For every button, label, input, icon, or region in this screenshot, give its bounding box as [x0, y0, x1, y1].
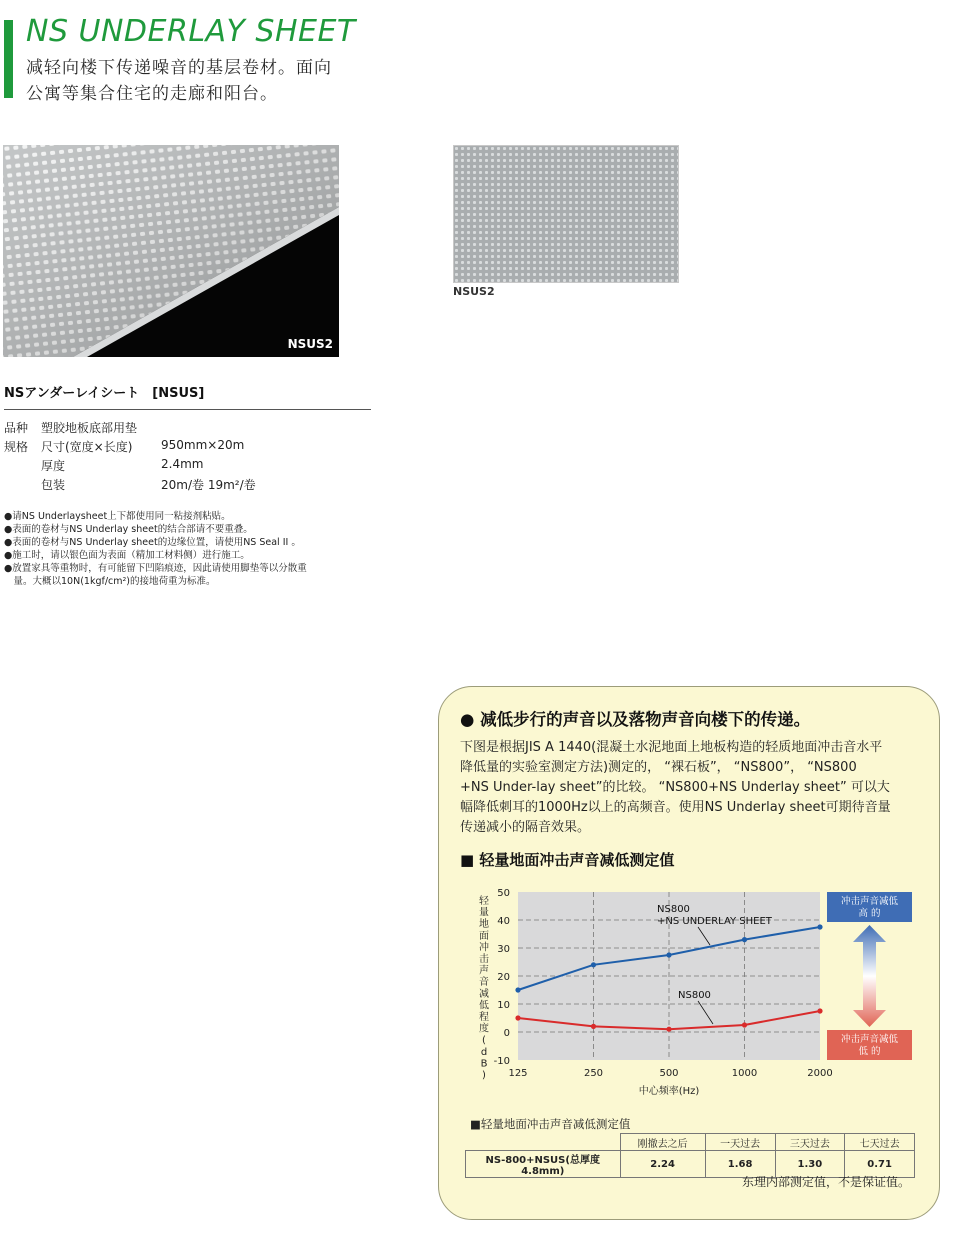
x-tick-label: 500	[659, 1068, 679, 1079]
spec-row-label: 厚度	[41, 459, 66, 473]
y-tick-label: 20	[497, 972, 510, 983]
noise-reduction-chart	[470, 880, 920, 1112]
chart-heading: ■ 轻量地面冲击声音减低测定值	[460, 851, 675, 869]
table-header-row	[466, 1134, 915, 1151]
usage-note: ●表面的卷材与NS Underlay sheet的结合部请不要重叠。	[4, 524, 253, 535]
y-axis-label: )	[482, 1070, 486, 1081]
y-axis-label: 轻	[479, 896, 489, 907]
photo-tag: NSUS2	[287, 337, 333, 351]
y-tick-label: 10	[497, 1000, 510, 1011]
table-column-header: 七天过去	[845, 1134, 915, 1151]
x-tick-label: 250	[583, 1068, 604, 1079]
panel-paragraph-line: 下图是根据JIS A 1440(混凝土水泥地面上地板构造的轻质地面冲击音水平	[460, 740, 883, 755]
product-title: NSアンダーレイシート [NSUS]	[4, 386, 205, 401]
double-arrow-icon	[853, 925, 886, 1027]
table-cell: 2.24	[620, 1151, 705, 1178]
data-point	[742, 937, 747, 942]
page-title: NS UNDERLAY SHEET	[26, 14, 356, 49]
spec-row-value: 950mm×20m	[161, 438, 245, 452]
data-point	[515, 987, 520, 992]
y-tick-label: 0	[503, 1028, 510, 1039]
panel-heading: ● 减低步行的声音以及落物声音向楼下的传递。	[460, 710, 811, 729]
legend-high-text: 冲击声音减低	[840, 896, 899, 907]
legend-high-text: 高 的	[858, 908, 881, 919]
y-tick-label: 30	[497, 944, 510, 955]
swatch-caption: NSUS2	[453, 285, 495, 298]
usage-note: ●施工时，请以银色面为表面（精加工材料侧）进行施工。	[4, 550, 250, 561]
title-accent-bar	[4, 20, 13, 98]
spec-name-label: 品种	[4, 421, 29, 435]
data-point	[742, 1022, 747, 1027]
spec-name-value: 塑胶地板底部用垫	[41, 421, 138, 435]
series-label: NS800	[678, 990, 711, 1001]
x-tick-label: 1000	[731, 1068, 758, 1079]
x-tick-label: 125	[508, 1068, 528, 1079]
material-swatch	[453, 145, 679, 283]
x-tick-label: 2000	[807, 1068, 833, 1079]
y-tick-label: -10	[493, 1056, 510, 1067]
series-label: +NS UNDERLAY SHEET	[657, 916, 772, 927]
table-column-header: 三天过去	[775, 1134, 845, 1151]
spec-row-value: 20m/卷 19m²/卷	[161, 478, 256, 492]
panel-paragraph-line: +NS Under-lay sheet”的比较。 “NS800+NS Underlay sheet” 可以大	[460, 780, 890, 795]
usage-note: ●放置家具等重物时，有可能留下凹陷痕迹，因此请使用脚垫等以分散重	[4, 563, 307, 574]
y-axis-label: (	[482, 1035, 486, 1047]
table-note: 东理内部测定值，不是保证值。	[741, 1175, 910, 1189]
result-table	[465, 1133, 915, 1178]
subtitle-line-2: 公寓等集合住宅的走廊和阳台。	[26, 84, 278, 104]
y-axis-label: 音	[479, 977, 489, 989]
usage-note: ●表面的卷材与NS Underlay sheet的边缘位置，请使用NS Seal II 。	[4, 537, 301, 548]
table-cell: 1.68	[705, 1151, 775, 1178]
y-axis-label: 冲	[479, 942, 489, 954]
data-point	[666, 952, 671, 957]
y-axis-label: 声	[479, 965, 489, 977]
panel-paragraph-line: 幅降低刺耳的1000Hz以上的高频音。使用NS Underlay sheet可期待音量	[460, 800, 891, 815]
usage-note: 量。大概以10N(1kgf/cm²)的接地荷重为标准。	[4, 576, 216, 587]
y-tick-label: 40	[497, 916, 510, 927]
legend-low-text: 低 的	[858, 1046, 881, 1057]
legend-low-text: 冲击声音减低	[840, 1034, 899, 1045]
data-point	[666, 1027, 671, 1032]
y-axis-label: 程	[479, 1012, 489, 1023]
table-cell: 1.30	[775, 1151, 845, 1178]
y-axis-label: 度	[479, 1023, 489, 1035]
material-swatch-image	[454, 146, 678, 282]
spec-row-label: 尺寸(宽度×长度)	[41, 440, 133, 454]
usage-note: ●请NS Underlaysheet上下都使用同一粘接剂粘贴。	[4, 511, 231, 522]
y-axis-label: B	[480, 1058, 488, 1070]
data-point	[591, 962, 596, 967]
panel-paragraph-line: 降低量的实验室测定方法)测定的， “裸石板”， “NS800”， “NS800	[460, 760, 857, 775]
table-column-header: 一天过去	[705, 1134, 775, 1151]
y-axis-label: d	[480, 1046, 488, 1058]
y-axis-label: 减	[479, 988, 489, 1000]
product-photo	[3, 145, 339, 357]
series-label: NS800	[657, 904, 690, 915]
data-point	[817, 1008, 822, 1013]
y-tick-label: 50	[497, 888, 510, 899]
spec-row-value: 2.4mm	[161, 457, 204, 471]
table-caption: ■轻量地面冲击声音减低测定值	[470, 1117, 631, 1131]
y-axis-label: 地	[479, 919, 489, 931]
table-corner	[466, 1134, 621, 1151]
data-point	[817, 924, 822, 929]
data-point	[515, 1015, 520, 1020]
y-axis-label: 击	[479, 954, 489, 965]
table-cell: 0.71	[845, 1151, 915, 1178]
subtitle-line-1: 减轻向楼下传递噪音的基层卷材。面向	[26, 58, 332, 78]
x-axis-label: 中心频率(Hz)	[638, 1086, 700, 1097]
product-photo-image	[3, 145, 339, 357]
spec-row-label: 包装	[41, 478, 66, 492]
panel-paragraph-line: 传递减小的隔音效果。	[460, 820, 591, 835]
divider	[4, 409, 371, 410]
y-axis-label: 低	[479, 1000, 489, 1012]
data-point	[591, 1024, 596, 1029]
y-axis-label: 面	[479, 930, 489, 942]
spec-label: 规格	[4, 440, 29, 454]
table-row-label: NS-800+NSUS(总厚度4.8mm)	[466, 1151, 621, 1178]
y-axis-label: 量	[479, 907, 489, 919]
table-column-header: 刚撤去之后	[620, 1134, 705, 1151]
